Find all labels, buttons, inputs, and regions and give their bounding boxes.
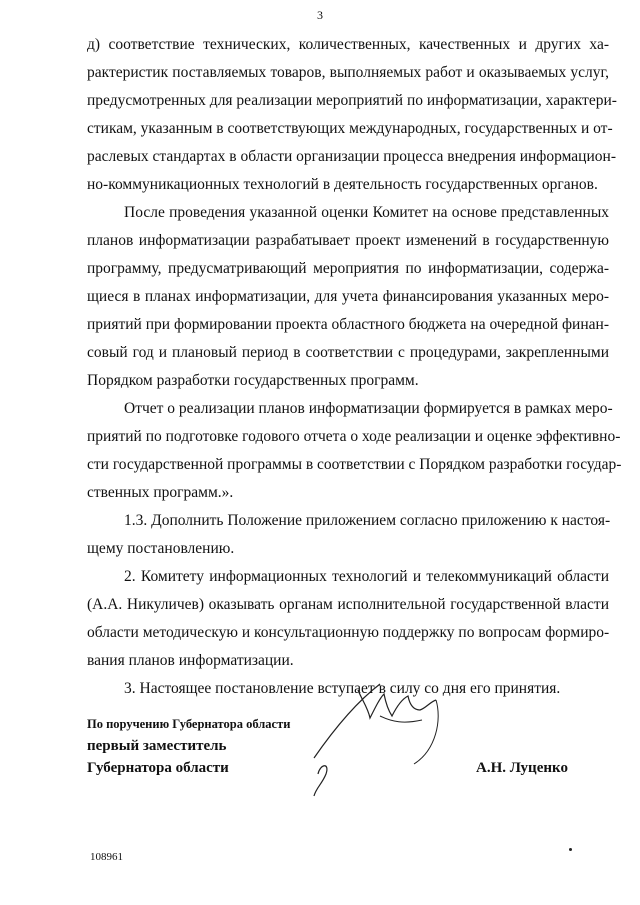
document-number: 108961: [90, 851, 123, 863]
text-line: Отчет о реализации планов информатизации формируется в рамках меро-: [124, 400, 613, 417]
text-line: совый год и плановый период в соответствии с процедурами, закрепленными: [87, 344, 609, 361]
text-line: (А.А. Никуличев) оказывать органам исполнительной государственной власти: [87, 596, 609, 613]
text-line: приятий по подготовке годового отчета о ходе реализации и оценке эффективно-: [87, 428, 621, 445]
signatory-name: А.Н. Луценко: [476, 760, 568, 776]
text-line: Порядком разработки государственных программ.: [87, 372, 419, 389]
text-line: 3. Настоящее постановление вступает в силу со дня его принятия.: [124, 680, 561, 697]
text-line: программу, предусматривающий мероприятия по информатизации, содержа-: [87, 260, 609, 277]
signature-position: первый заместитель: [87, 738, 227, 754]
text-line: стикам, указанным в соответствующих международных, государственных и от-: [87, 120, 613, 137]
text-line: сти государственной программы в соответствии с Порядком разработки государ-: [87, 456, 622, 473]
text-line: приятий при формировании проекта областного бюджета на очередной финан-: [87, 316, 609, 333]
text-line: но-коммуникационных технологий в деятельность государственных органов.: [87, 176, 598, 193]
text-line: области методическую и консультационную поддержку по вопросам формиро-: [87, 624, 610, 641]
text-line: После проведения указанной оценки Комитет на основе представленных: [124, 204, 609, 221]
speck: [569, 848, 572, 851]
text-line: д) соответствие технических, количественных, качественных и других ха-: [87, 36, 609, 53]
signature-position-line2: Губернатора области: [87, 760, 229, 776]
text-line: 2. Комитету информационных технологий и телекоммуникаций области: [124, 568, 609, 585]
text-line: ственных программ.».: [87, 484, 234, 501]
text-line: вания планов информатизации.: [87, 652, 294, 669]
text-line: 1.3. Дополнить Положение приложением согласно приложению к настоя-: [124, 512, 611, 529]
page-number: 3: [317, 8, 323, 22]
text-line: щиеся в планах информатизации, для учета финансирования указанных меро-: [87, 288, 609, 305]
handwritten-signature: [296, 680, 466, 798]
signature-authority: По поручению Губернатора области: [87, 717, 291, 731]
text-line: рактеристик поставляемых товаров, выполняемых работ и оказываемых услуг,: [87, 64, 609, 81]
text-line: раслевых стандартах в области организации процесса внедрения информацион-: [87, 148, 616, 165]
text-line: планов информатизации разрабатывает проект изменений в государственную: [87, 232, 609, 249]
text-line: щему постановлению.: [87, 540, 235, 557]
text-line: предусмотренных для реализации мероприятий по информатизации, характери-: [87, 92, 617, 109]
